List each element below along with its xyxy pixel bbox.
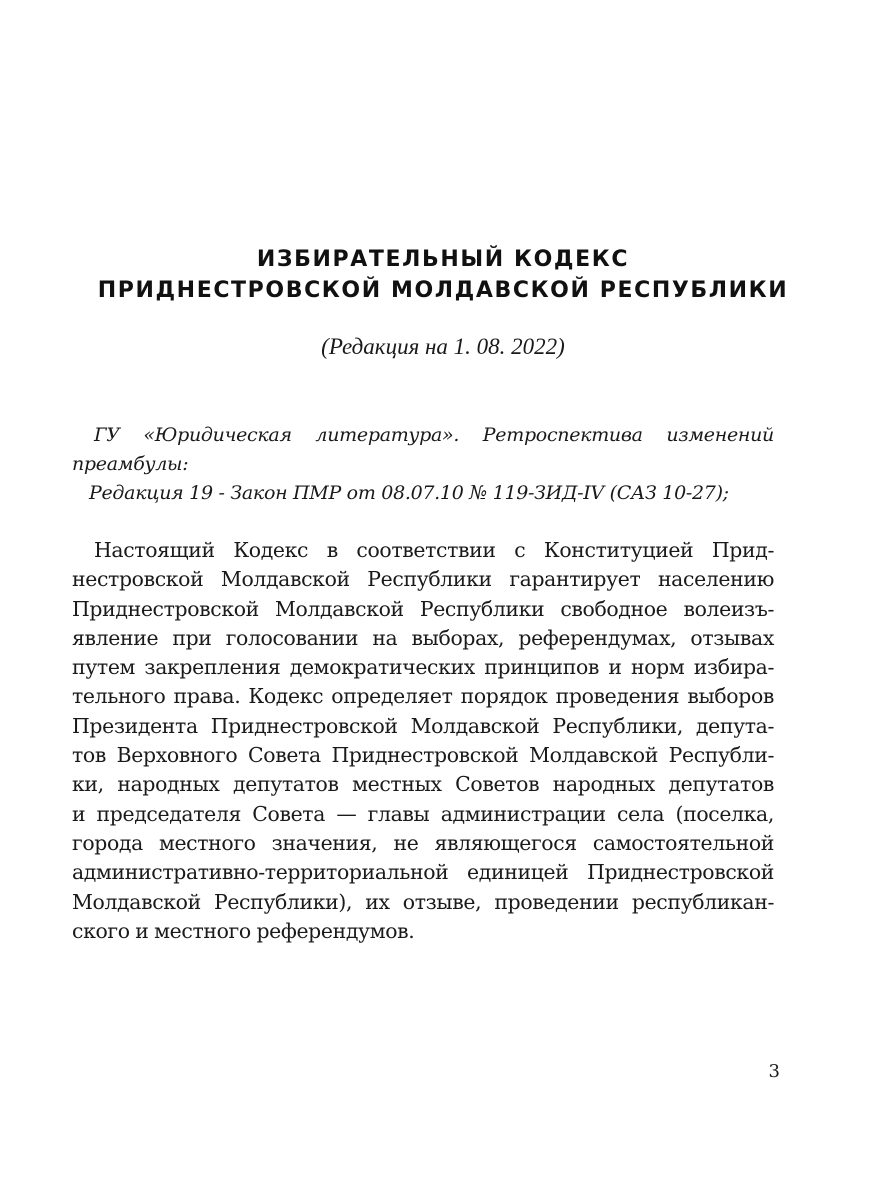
page-number: 3 [768,1061,780,1082]
paragraph-line: нестровской Молдавской Республики гарантирует населению [72,567,774,592]
preamble-history-note [72,421,774,508]
paragraph-line: тельного права. Кодекс определяет порядок проведения выборов [72,684,774,709]
paragraph-line: путем закрепления демократических принципов и норм избира- [72,655,774,680]
paragraph-line: ки, народных депутатов местных Советов народных депутатов [72,772,774,797]
note-source: ГУ «Юридическая литература». Ретроспектива изменений преамбулы: [72,424,774,475]
paragraph-line: Молдавской Республики), их отзыве, проведении республикан- [72,889,774,914]
title-line-2: ПРИДНЕСТРОВСКОЙ МОЛДАВСКОЙ РЕСПУБЛИКИ [97,278,789,303]
paragraph-line: ского и местного референдумов. [72,918,415,943]
paragraph-line: административно-территориальной единицей Приднестровской [72,860,774,885]
paragraph-line: явление при голосовании на выборах, референдумах, отзывах [72,625,774,650]
note-revision: Редакция 19 - Закон ПМР от 08.07.10 № 119-ЗИД-IV (САЗ 10-27); [89,482,729,504]
paragraph-line: Настоящий Кодекс в соответствии с Конституцией Прид- [94,538,774,562]
edition-note: (Редакция на 1. 08. 2022) [321,334,565,359]
paragraph-line: Приднестровской Молдавской Республики свободное волеизъ- [72,596,774,621]
paragraph-line: и председателя Совета — главы администрации села (поселка, [72,801,774,826]
document-title [0,244,886,306]
paragraph-line: тов Верховного Совета Приднестровской Молдавской Республи- [72,743,774,768]
title-line-1: ИЗБИРАТЕЛЬНЫЙ КОДЕКС [256,247,630,272]
paragraph-line: города местного значения, не являющегося самостоятельной [72,830,774,855]
preamble-paragraph [72,536,774,946]
paragraph-line: Президента Приднестровской Молдавской Республики, депута- [72,713,774,738]
